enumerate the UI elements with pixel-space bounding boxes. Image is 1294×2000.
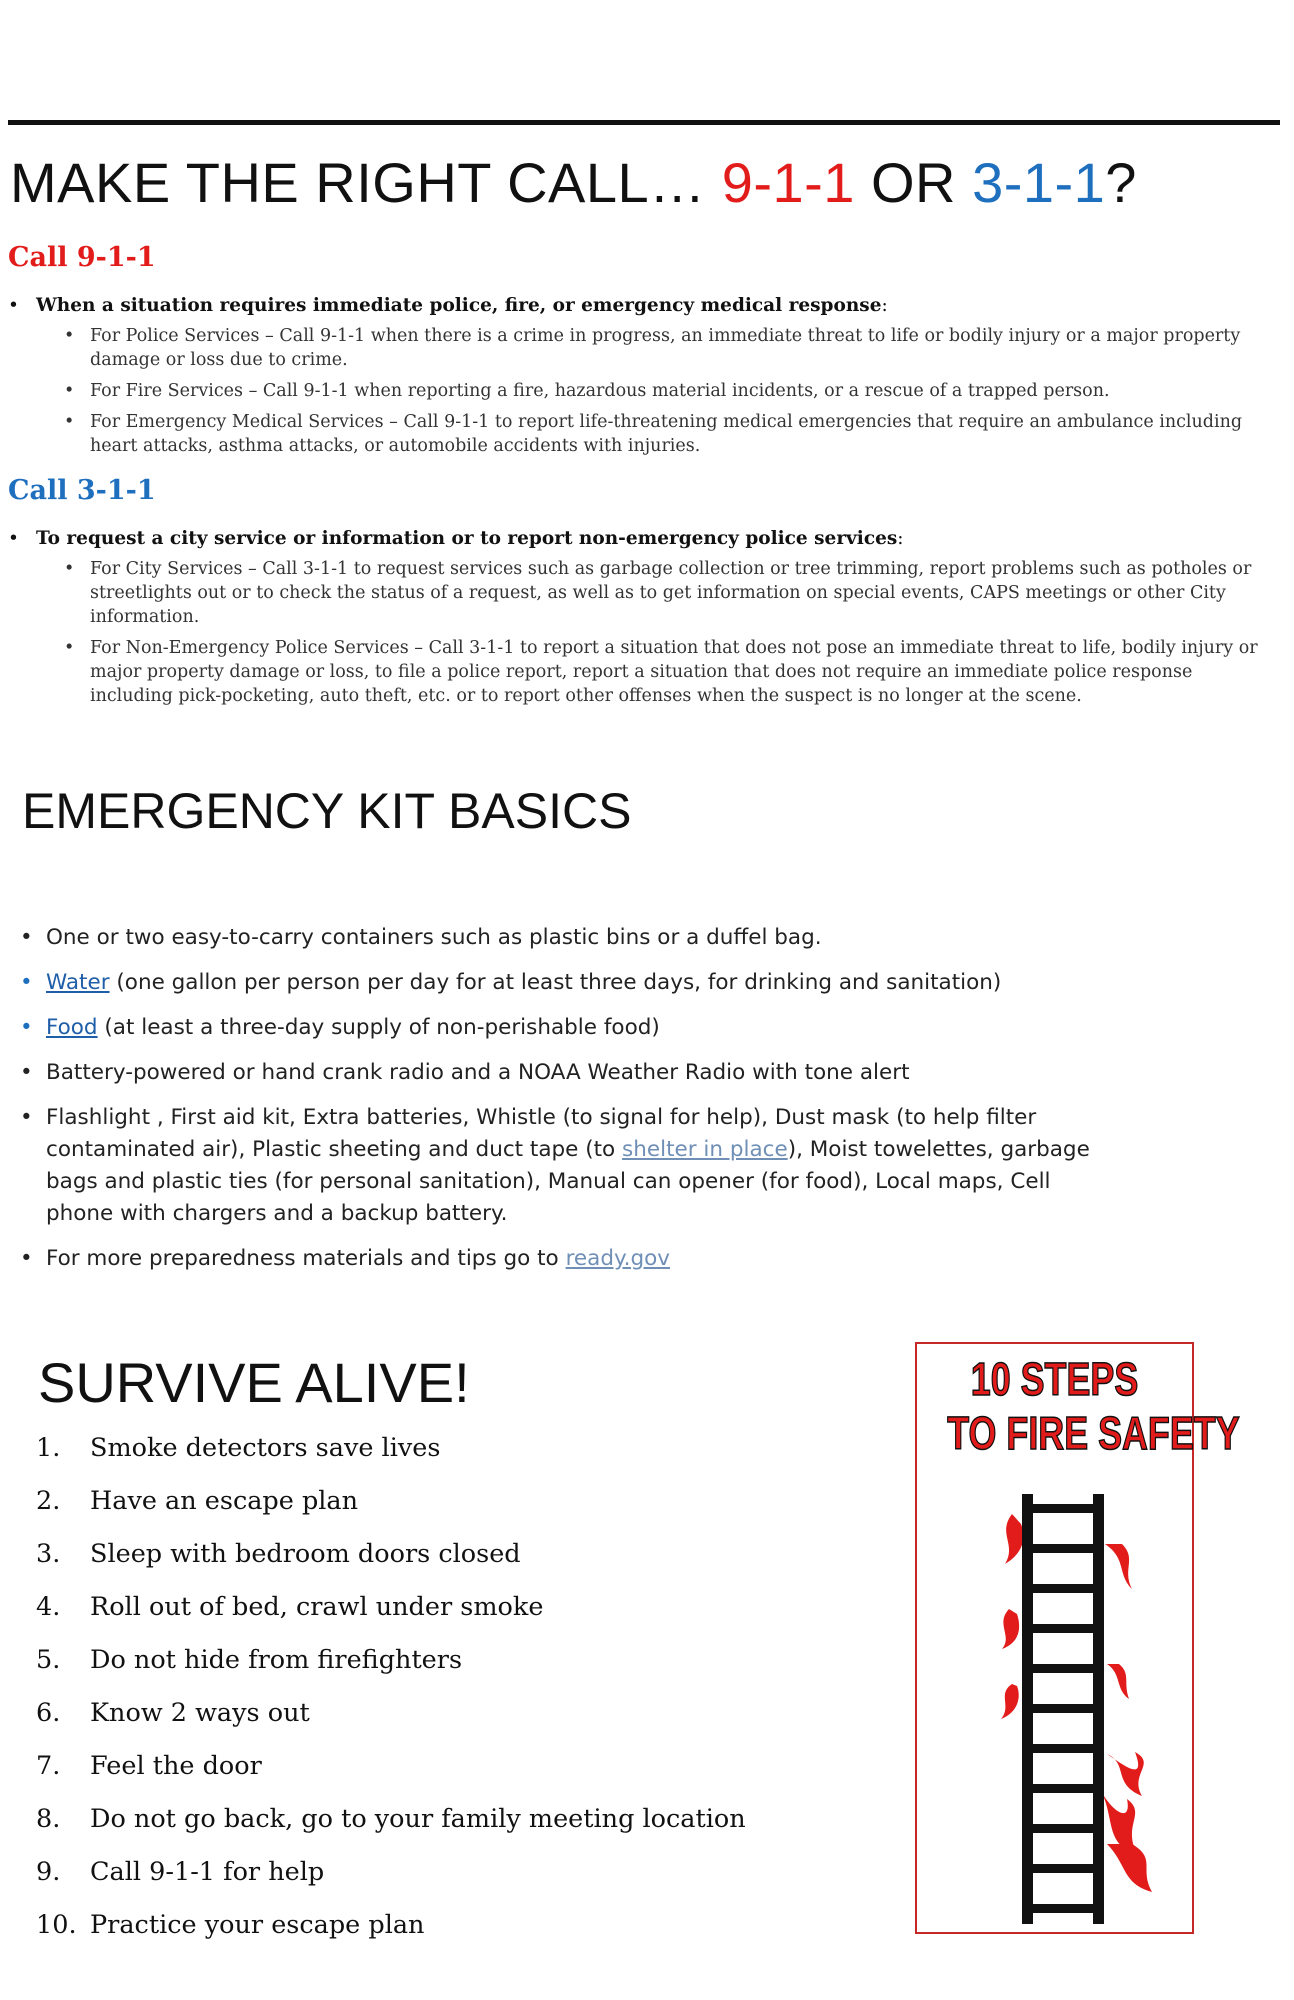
bullet-icon: • (8, 528, 19, 549)
poster-title-line2: TO FIRE SAFETY (947, 1407, 1240, 1459)
step-text: Do not hide from firefighters (90, 1645, 463, 1675)
kit-heading: EMERGENCY KIT BASICS (22, 783, 632, 839)
step-item (0, 1591, 746, 1644)
food-link[interactable]: Food (46, 1015, 98, 1040)
kit-item-water (0, 967, 1294, 999)
step-item (0, 1644, 746, 1697)
kit-item (0, 1243, 1294, 1275)
step-text: Have an escape plan (90, 1486, 359, 1516)
call-311-item (0, 636, 1294, 708)
step-number: 2. (36, 1486, 61, 1516)
kit-item (0, 1102, 1294, 1230)
call-311-item-text: For Non-Emergency Police Services – Call 3-1-1 to report a situation that does not pose an immediate threat to life, bodily injury or major property damage or loss, to file a police report, report a situation that does not require an immediate police response including pick-pocketing, auto theft, etc. or to report other offenses when the suspect is no longer at the scene. (90, 638, 1258, 706)
step-item (0, 1856, 746, 1909)
step-item (0, 1538, 746, 1591)
kit-item-text: (at least a three-day supply of non-perishable food) (97, 1015, 660, 1040)
kit-item-text: One or two easy-to-carry containers such as plastic bins or a duffel bag. (46, 925, 822, 950)
water-link[interactable]: Water (46, 970, 110, 995)
kit-item (0, 922, 1294, 954)
step-text: Sleep with bedroom doors closed (90, 1539, 521, 1569)
bullet-icon: • (64, 326, 75, 346)
step-item (0, 1432, 746, 1485)
step-text: Know 2 ways out (90, 1698, 310, 1728)
bullet-icon: • (64, 412, 75, 432)
step-number: 6. (36, 1698, 61, 1728)
call-911-item (0, 379, 1294, 403)
step-number: 9. (36, 1857, 61, 1887)
call-911-item (0, 410, 1294, 458)
bullet-icon: • (64, 638, 75, 658)
bullet-icon: • (20, 1246, 33, 1271)
call-911-item-text: For Fire Services – Call 9-1-1 when reporting a fire, hazardous material incidents, or a rescue of a trapped person. (90, 381, 1110, 401)
step-item (0, 1697, 746, 1750)
bullet-icon: • (20, 1105, 33, 1130)
ready-gov-link[interactable]: ready.gov (565, 1246, 670, 1271)
kit-list (0, 922, 1294, 1288)
call-911-item-text: For Police Services – Call 9-1-1 when there is a crime in progress, an immediate threat to life or bodily injury or a major property damage or loss due to crime. (90, 326, 1241, 370)
kit-item-text: (one gallon per person per day for at least three days, for drinking and sanitation) (109, 970, 1002, 995)
survive-heading: SURVIVE ALIVE! (38, 1351, 470, 1414)
call-311-lead-text: To request a city service or information or to report non-emergency police services (36, 528, 898, 549)
step-number: 5. (36, 1645, 61, 1675)
kit-item-text: For more preparedness materials and tips go to (46, 1246, 566, 1271)
call-911-section (0, 294, 1294, 465)
bullet-icon: • (20, 970, 33, 995)
kit-item-text: Battery-powered or hand crank radio and a NOAA Weather Radio with tone alert (46, 1060, 910, 1085)
call-311-heading: Call 3-1-1 (8, 475, 156, 506)
bullet-icon: • (20, 1015, 33, 1040)
step-text: Practice your escape plan (90, 1910, 425, 1940)
call-311-lead: • To request a city service or information or to report non-emergency police services: (8, 528, 904, 549)
title-or: OR (854, 151, 973, 214)
step-text: Feel the door (90, 1751, 262, 1781)
call-911-lead-text: When a situation requires immediate police, fire, or emergency medical response (36, 295, 882, 316)
step-item (0, 1909, 746, 1962)
poster-title-line1: 10 STEPS (970, 1353, 1139, 1405)
call-311-section (0, 527, 1294, 715)
call-911-item (0, 324, 1294, 372)
ladder-rungs (1022, 1504, 1104, 1913)
step-item (0, 1750, 746, 1803)
kit-item (0, 1057, 1294, 1089)
step-number: 10. (36, 1910, 77, 1940)
call-911-item-text: For Emergency Medical Services – Call 9-1-1 to report life-threatening medical emergencies that require an ambulance including heart attacks, asthma attacks, or automobile accidents with injuries. (90, 412, 1243, 456)
step-text: Roll out of bed, crawl under smoke (90, 1592, 544, 1622)
page-title (10, 150, 1137, 215)
bullet-icon: • (8, 295, 19, 316)
survive-steps-list (0, 1432, 746, 1962)
step-number: 4. (36, 1592, 61, 1622)
step-number: 1. (36, 1433, 61, 1463)
fire-safety-poster (915, 1342, 1240, 1934)
kit-item-text: ), Moist towelettes, garbage bags and plastic ties (for personal sanitation), Manual can opener (for food), Local maps, Cell phone with chargers and a backup battery. (46, 1137, 1090, 1226)
shelter-in-place-link[interactable]: shelter in place (622, 1137, 788, 1162)
call-911-lead: • When a situation requires immediate police, fire, or emergency medical response: (8, 295, 888, 316)
bullet-icon: • (20, 1060, 33, 1085)
title-911: 9-1-1 (721, 151, 855, 214)
title-suffix: ? (1105, 151, 1137, 214)
call-911-heading: Call 9-1-1 (8, 242, 156, 273)
step-item (0, 1485, 746, 1538)
title-prefix: MAKE THE RIGHT CALL… (10, 151, 722, 214)
step-number: 3. (36, 1539, 61, 1569)
title-311: 3-1-1 (972, 151, 1106, 214)
step-text: Do not go back, go to your family meeting location (90, 1804, 746, 1834)
call-311-item (0, 557, 1294, 629)
step-number: 8. (36, 1804, 61, 1834)
top-divider (8, 120, 1280, 125)
bullet-icon: • (64, 559, 75, 579)
call-311-item-text: For City Services – Call 3-1-1 to request services such as garbage collection or tree trimming, report problems such as potholes or streetlights out or to check the status of a request, as well as to get information on special events, CAPS meetings or other City information. (90, 559, 1252, 627)
bullet-icon: • (64, 381, 75, 401)
step-number: 7. (36, 1751, 61, 1781)
step-text: Smoke detectors save lives (90, 1433, 441, 1463)
kit-item-text: Flashlight , First aid kit, Extra batteries, Whistle (to signal for help), Dust mask (to help filter contaminated air), Plastic sheeting and duct tape (to (46, 1105, 1037, 1162)
step-text: Call 9-1-1 for help (90, 1857, 325, 1887)
bullet-icon: • (20, 925, 33, 950)
kit-item-food (0, 1012, 1294, 1044)
step-item (0, 1803, 746, 1856)
